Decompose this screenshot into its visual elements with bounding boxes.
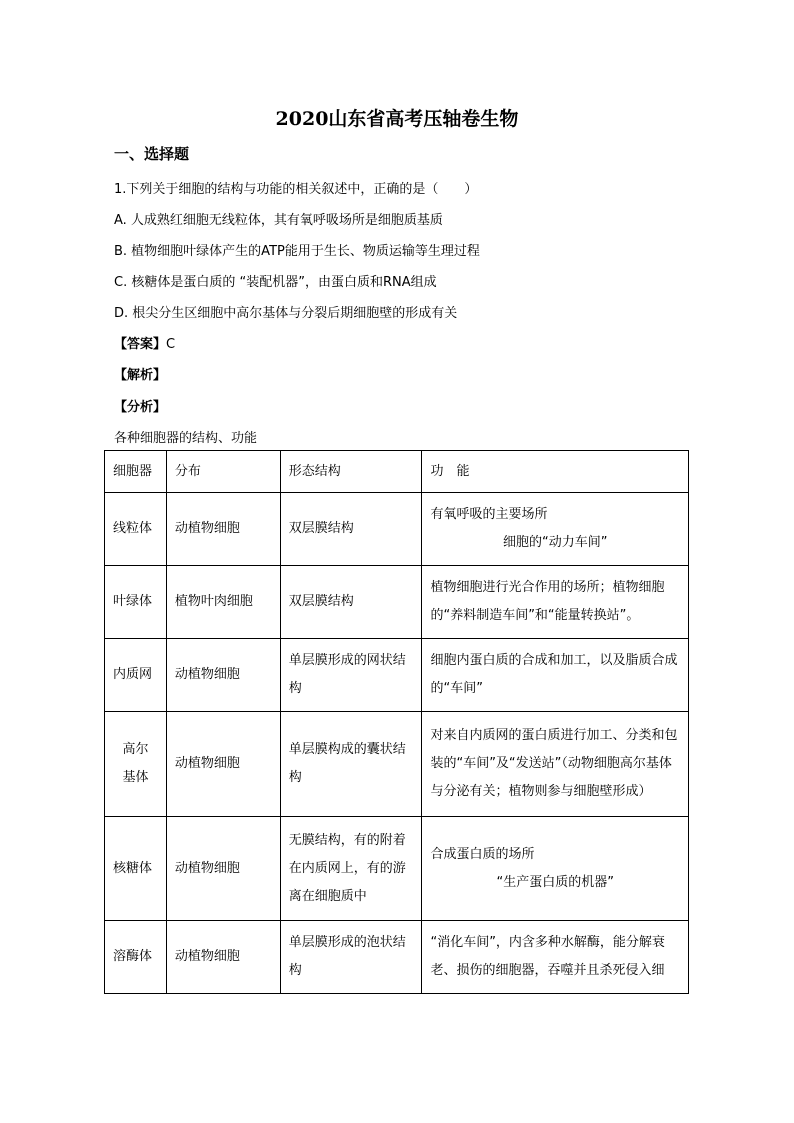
cell-structure: 双层膜结构 <box>280 493 422 566</box>
cell-organelle: 叶绿体 <box>105 566 167 639</box>
organelle-name-line1: 高尔 <box>122 742 149 757</box>
cell-function: 植物细胞进行光合作用的场所；植物细胞的“养料制造车间”和“能量转换站”。 <box>422 566 689 639</box>
header-organelle: 细胞器 <box>105 451 167 493</box>
table-intro: 各种细胞器的结构、功能 <box>114 431 258 446</box>
page-title: 2020山东省高考压轴卷生物 <box>275 108 519 130</box>
answer-value: C <box>166 337 176 352</box>
cell-structure: 单层膜构成的囊状结构 <box>280 712 422 817</box>
cell-function: 细胞内蛋白质的合成和加工，以及脂质合成的“车间” <box>422 639 689 712</box>
analysis-label: 【解析】 <box>114 368 167 383</box>
cell-distribution: 动植物细胞 <box>166 639 280 712</box>
answer-label: 【答案】 <box>114 337 167 352</box>
cell-distribution: 动植物细胞 <box>166 921 280 994</box>
cell-distribution: 动植物细胞 <box>166 712 280 817</box>
table-header-row <box>105 451 689 493</box>
organelle-table <box>104 450 689 994</box>
option-c: C. 核糖体是蛋白质的 “装配机器”，由蛋白质和RNA组成 <box>114 275 437 290</box>
table-row <box>105 493 689 566</box>
cell-structure: 单层膜形成的泡状结构 <box>280 921 422 994</box>
header-function: 功 能 <box>422 451 689 493</box>
cell-structure: 无膜结构，有的附着在内质网上，有的游离在细胞质中 <box>280 817 422 921</box>
option-a: A. 人成熟红细胞无线粒体，其有氧呼吸场所是细胞质基质 <box>114 213 443 228</box>
table-row <box>105 921 689 994</box>
answer-line <box>114 333 175 352</box>
cell-function: “消化车间”，内含多种水解酶，能分解衰老、损伤的细胞器，吞噬并且杀死侵入细 <box>422 921 689 994</box>
cell-structure: 双层膜结构 <box>280 566 422 639</box>
option-b: B. 植物细胞叶绿体产生的ATP能用于生长、物质运输等生理过程 <box>114 244 480 259</box>
cell-function <box>422 817 689 921</box>
header-distribution: 分布 <box>166 451 280 493</box>
section-heading: 一、选择题 <box>114 145 190 163</box>
table-row <box>105 566 689 639</box>
cell-organelle: 核糖体 <box>105 817 167 921</box>
header-structure: 形态结构 <box>280 451 422 493</box>
fenxi-label: 【分析】 <box>114 400 167 415</box>
cell-organelle: 溶酶体 <box>105 921 167 994</box>
cell-function: 对来自内质网的蛋白质进行加工、分类和包装的“车间”及“发送站”（动物细胞高尔基体与分泌有关；植物则参与细胞壁形成） <box>422 712 689 817</box>
cell-distribution: 动植物细胞 <box>166 817 280 921</box>
cell-organelle <box>105 712 167 817</box>
cell-organelle: 线粒体 <box>105 493 167 566</box>
cell-function <box>422 493 689 566</box>
cell-structure: 单层膜形成的网状结构 <box>280 639 422 712</box>
question-stem: 1.下列关于细胞的结构与功能的相关叙述中，正确的是（ ） <box>114 182 478 197</box>
function-text: 合成蛋白质的场所 <box>430 846 535 862</box>
cell-distribution: 动植物细胞 <box>166 493 280 566</box>
table-row <box>105 712 689 817</box>
function-subtext: “生产蛋白质的机器” <box>496 874 614 890</box>
cell-organelle: 内质网 <box>105 639 167 712</box>
function-text: 有氧呼吸的主要场所 <box>430 507 548 522</box>
table-row <box>105 639 689 712</box>
option-d: D. 根尖分生区细胞中高尔基体与分裂后期细胞壁的形成有关 <box>114 306 458 321</box>
organelle-name-line2: 基体 <box>122 770 149 785</box>
table-row <box>105 817 689 921</box>
cell-distribution: 植物叶肉细胞 <box>166 566 280 639</box>
function-subtext: 细胞的“动力车间” <box>502 535 608 550</box>
